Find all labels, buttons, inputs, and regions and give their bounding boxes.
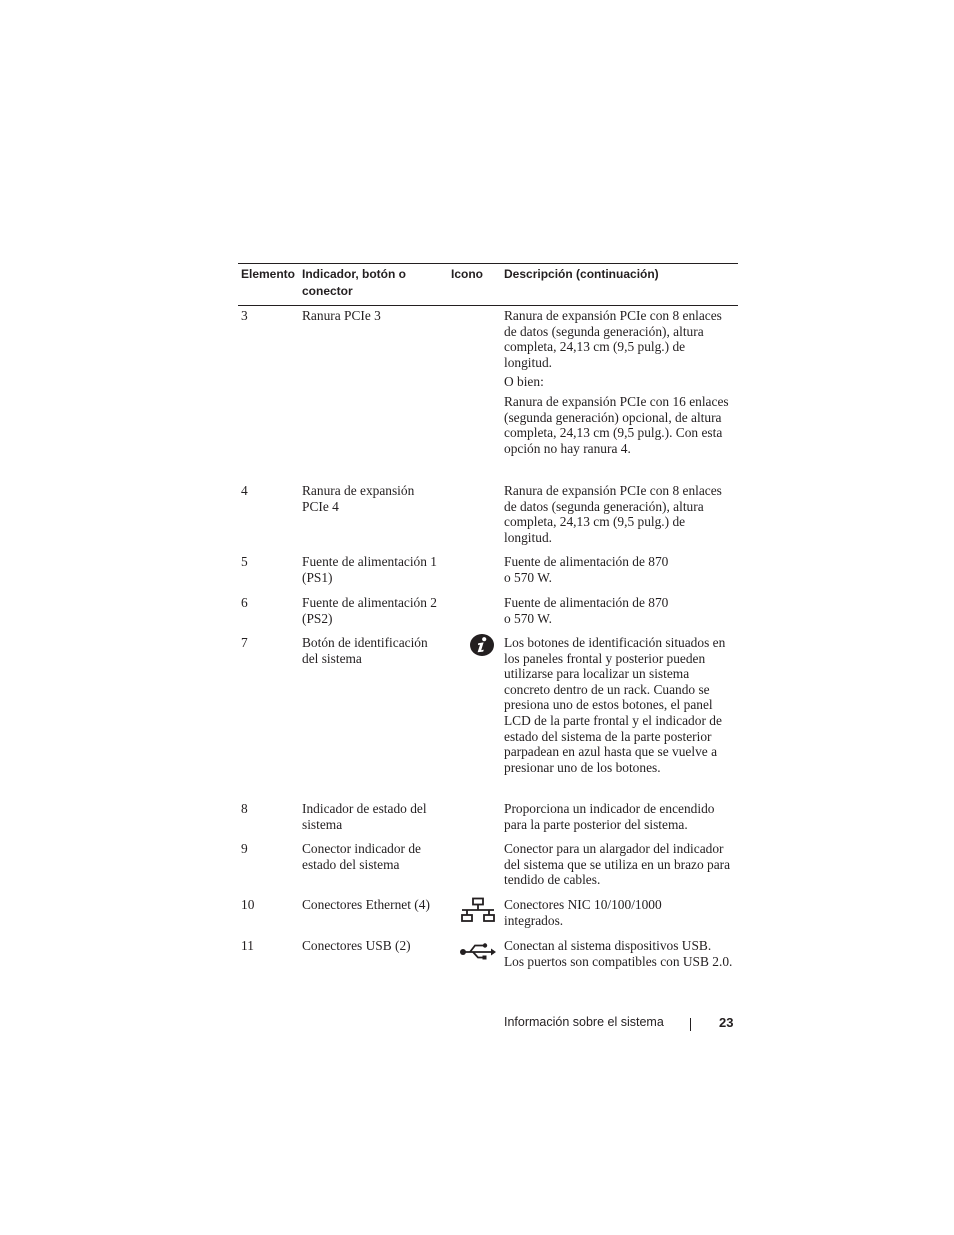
info-icon <box>469 633 495 657</box>
table-header-rule <box>238 305 738 306</box>
row-description <box>504 483 738 545</box>
footer-separator <box>690 1018 691 1031</box>
row-description <box>504 635 738 775</box>
row-item: 10 <box>241 897 255 912</box>
description-paragraph: Conectan al sistema dispositivos USB. Los puertos son compatibles con USB 2.0. <box>504 938 733 969</box>
row-item: 8 <box>241 801 248 816</box>
row-item: 9 <box>241 841 248 856</box>
row-description <box>504 595 738 626</box>
description-paragraph: Ranura de expansión PCIe con 16 enlaces (segunda generación) opcional, de altura completa, 24,13 cm (9,5 pulg.). Con esta opción no hay ranura 4. <box>504 393 729 456</box>
row-description <box>504 801 738 832</box>
row-item: 4 <box>241 483 248 498</box>
row-indicator: Conectores Ethernet (4) <box>302 897 430 912</box>
row-item: 7 <box>241 635 248 650</box>
usb-icon <box>459 942 497 960</box>
description-paragraph: Conector para un alargador del indicador del sistema que se utiliza en un brazo para tendido de cables. <box>504 841 731 888</box>
row-description <box>504 554 738 585</box>
network-icon <box>460 897 496 925</box>
header-item: Elemento <box>241 267 296 281</box>
row-item: 5 <box>241 554 248 569</box>
header-icon: Icono <box>451 267 483 281</box>
row-description <box>504 308 738 456</box>
header-indicator: Indicador, botón o conector <box>302 267 406 298</box>
description-paragraph: Ranura de expansión PCIe con 8 enlaces de datos (segunda generación), altura completa, 24,13 cm (9,5 pulg.) de longitud. <box>504 483 722 545</box>
row-indicator: Fuente de alimentación 2 (PS2) <box>302 595 437 626</box>
row-description <box>504 938 738 969</box>
description-paragraph: Conectores NIC 10/100/1000 integrados. <box>504 897 662 928</box>
footer-section-title: Información sobre el sistema <box>504 1015 664 1029</box>
row-indicator: Ranura PCIe 3 <box>302 308 381 323</box>
page-number: 23 <box>719 1015 734 1030</box>
row-item: 11 <box>241 938 254 953</box>
row-indicator: Ranura de expansión PCIe 4 <box>302 483 415 514</box>
row-item: 3 <box>241 308 248 323</box>
row-description <box>504 897 738 928</box>
row-item: 6 <box>241 595 248 610</box>
description-paragraph: Fuente de alimentación de 870 o 570 W. <box>504 554 669 585</box>
description-paragraph: Proporciona un indicador de encendido para la parte posterior del sistema. <box>504 801 715 832</box>
row-indicator: Botón de identificación del sistema <box>302 635 428 666</box>
row-indicator: Indicador de estado del sistema <box>302 801 427 832</box>
row-description <box>504 841 738 888</box>
description-paragraph: Ranura de expansión PCIe con 8 enlaces de datos (segunda generación), altura completa, 24,13 cm (9,5 pulg.) de longitud. <box>504 308 722 370</box>
table-top-rule <box>238 263 738 264</box>
row-indicator: Conector indicador de estado del sistema <box>302 841 421 872</box>
description-paragraph: Fuente de alimentación de 870 o 570 W. <box>504 595 669 626</box>
description-paragraph: Los botones de identificación situados en los paneles frontal y posterior pueden utilizarse para localizar un sistema concreto dentro de un rack. Cuando se presiona uno de estos botones, el panel LCD de la parte frontal y el indicador de estado del sistema de la parte posterior parpadean en azul hasta que se vuelve a presionar uno de los botones. <box>504 635 726 775</box>
header-description: Descripción (continuación) <box>504 267 659 281</box>
description-paragraph: O bien: <box>504 374 544 390</box>
row-indicator: Conectores USB (2) <box>302 938 411 953</box>
row-indicator: Fuente de alimentación 1 (PS1) <box>302 554 437 585</box>
